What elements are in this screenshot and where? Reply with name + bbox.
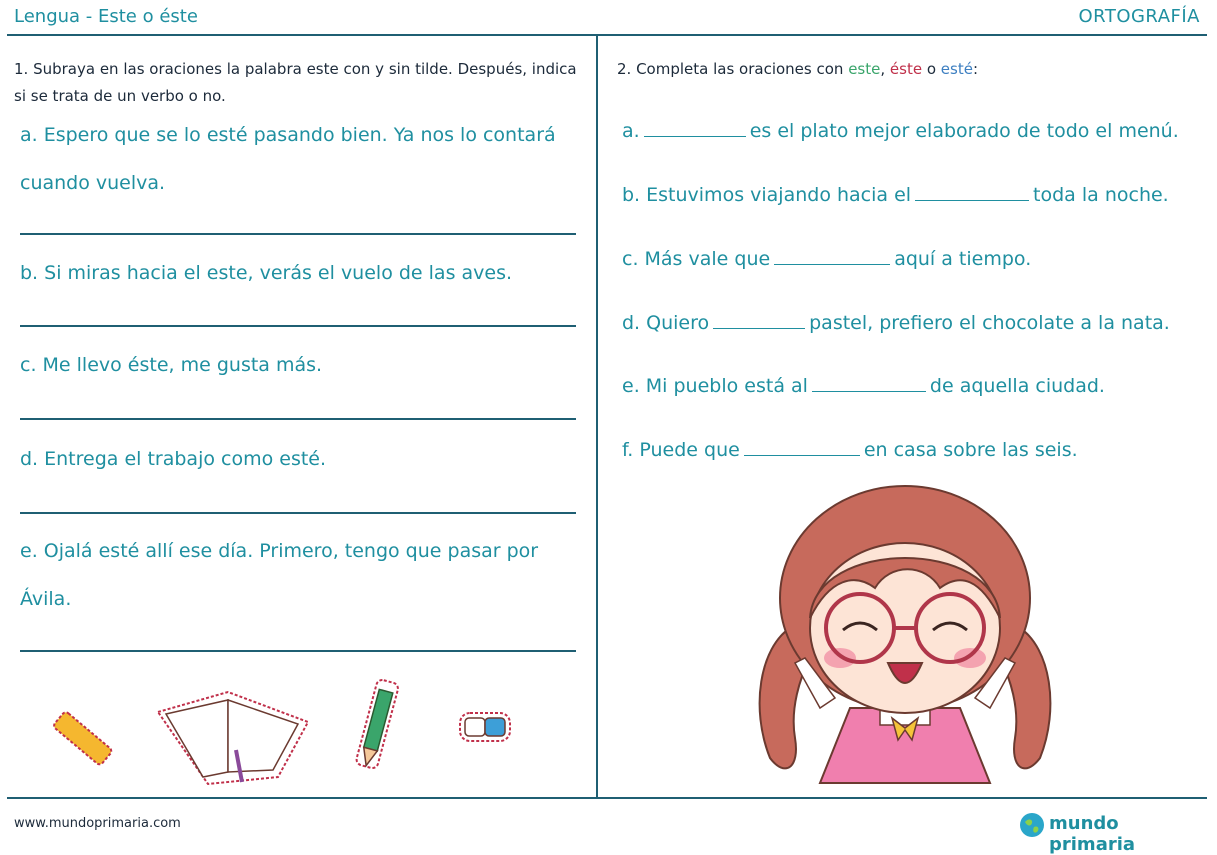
instruction-prefix: 2. Completa las oraciones con: [617, 60, 849, 78]
exercise-2-item-f: [622, 437, 1078, 461]
item-text: c. Más vale que: [622, 248, 771, 270]
fill-blank-d[interactable]: [713, 310, 805, 329]
subject-title: ORTOGRAFÍA: [1078, 6, 1200, 27]
item-text: b. Estuvimos viajando hacia el: [622, 184, 912, 206]
book-icon: [148, 672, 316, 790]
word-este-tilde: éste: [889, 60, 923, 78]
item-text: f. Puede que: [622, 439, 740, 461]
answer-line-b[interactable]: [20, 325, 576, 327]
exercise-1-item-c: c. Me llevo éste, me gusta más.: [20, 354, 323, 376]
fill-blank-f[interactable]: [744, 437, 860, 456]
exercise-2-item-e: [622, 373, 1105, 397]
exercise-2-item-b: [622, 182, 1169, 206]
exercise-1-item-d: d. Entrega el trabajo como esté.: [20, 448, 327, 470]
brand-logo: [1019, 811, 1199, 855]
website-url[interactable]: www.mundoprimaria.com: [14, 816, 181, 831]
fill-blank-c[interactable]: [774, 246, 890, 265]
item-text: en casa sobre las seis.: [863, 439, 1078, 461]
column-divider: [596, 34, 598, 799]
exercise-2-item-a: [622, 118, 1179, 142]
item-text: es el plato mejor elaborado de todo el menú.: [749, 120, 1179, 142]
item-text: a.: [622, 120, 640, 142]
item-text: pastel, prefiero el chocolate a la nata.: [809, 312, 1170, 334]
answer-line-a[interactable]: [20, 233, 576, 235]
word-este-verb: esté: [940, 60, 973, 78]
instruction-suffix: :: [972, 60, 978, 78]
logo-text: mundo primaria: [1049, 813, 1136, 855]
answer-line-e[interactable]: [20, 650, 576, 652]
instruction-separator: ,: [880, 60, 890, 78]
exercise-2-item-d: [622, 310, 1170, 334]
word-este: este: [848, 60, 881, 78]
exercise-1-item-e: e. Ojalá esté allí ese día. Primero, tengo que pasar por Ávila.: [20, 540, 539, 610]
answer-line-d[interactable]: [20, 512, 576, 514]
ruler-icon: [45, 705, 115, 775]
fill-blank-a[interactable]: [644, 118, 746, 137]
exercise-2-instruction: [617, 56, 978, 83]
answer-line-c[interactable]: [20, 418, 576, 420]
exercise-1-item-b: b. Si miras hacia el este, verás el vuelo de las aves.: [20, 262, 513, 284]
exercise-1-instruction: 1. Subraya en las oraciones la palabra este con y sin tilde. Después, indica si se trata de un verbo o no.: [14, 60, 577, 105]
item-text: toda la noche.: [1033, 184, 1169, 206]
item-text: de aquella ciudad.: [929, 375, 1105, 397]
worksheet-title: Lengua - Este o éste: [14, 6, 198, 27]
exercise-2-item-c: [622, 246, 1031, 270]
exercise-1-item-a: a. Espero que se lo esté pasando bien. Ya nos lo contará cuando vuelva.: [20, 124, 556, 194]
pencil-icon: [350, 675, 405, 775]
globe-icon: [1019, 812, 1045, 838]
fill-blank-b[interactable]: [915, 182, 1029, 201]
girl-illustration: [740, 478, 1070, 788]
item-text: aquí a tiempo.: [894, 248, 1032, 270]
eraser-icon: [455, 705, 515, 750]
item-text: e. Mi pueblo está al: [622, 375, 808, 397]
page-header: [0, 0, 1217, 34]
item-text: d. Quiero: [622, 312, 710, 334]
fill-blank-e[interactable]: [812, 373, 926, 392]
instruction-separator: o: [922, 60, 941, 78]
